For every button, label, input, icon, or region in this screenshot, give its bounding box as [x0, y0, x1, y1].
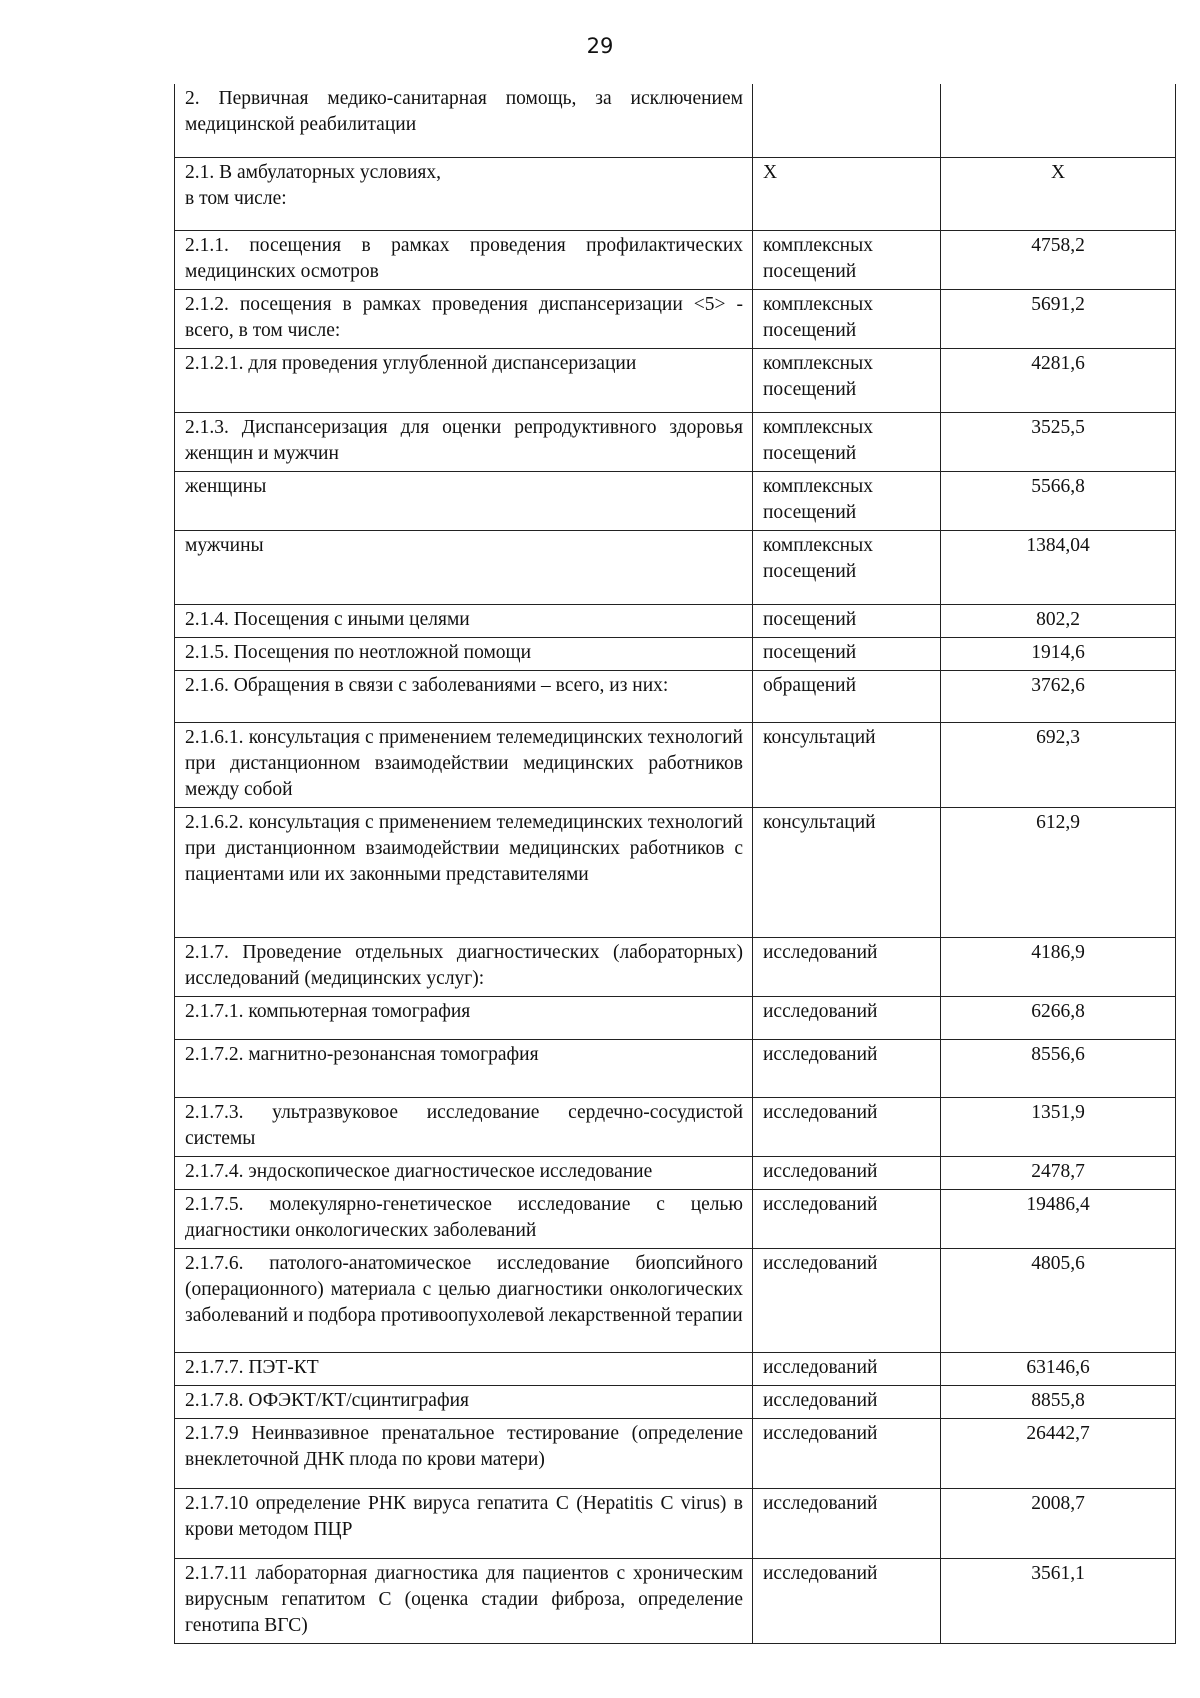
table-row — [175, 1039, 1176, 1097]
row-value: 8855,8 — [941, 1385, 1176, 1418]
table-row — [175, 471, 1176, 530]
row-name: 2.1.7.7. ПЭТ-КТ — [175, 1352, 753, 1385]
row-name: 2.1.2. посещения в рамках проведения диспансеризации <5> - всего, в том числе: — [175, 289, 753, 348]
services-table — [174, 84, 1176, 1644]
row-value: 1914,6 — [941, 637, 1176, 670]
row-value: 8556,6 — [941, 1039, 1176, 1097]
row-value: 4805,6 — [941, 1248, 1176, 1352]
table-row — [175, 1248, 1176, 1352]
row-name: 2. Первичная медико-санитарная помощь, за исключением медицинской реабилитации — [175, 84, 753, 157]
row-name: 2.1.7.3. ультразвуковое исследование сердечно-сосудистой системы — [175, 1097, 753, 1156]
row-value: 4186,9 — [941, 937, 1176, 996]
row-value: 4758,2 — [941, 230, 1176, 289]
row-unit: исследований — [753, 1418, 941, 1488]
table-row — [175, 1156, 1176, 1189]
row-unit: исследований — [753, 1248, 941, 1352]
table-row — [175, 1385, 1176, 1418]
row-name: 2.1.2.1. для проведения углубленной диспансеризации — [175, 348, 753, 412]
row-value: 5566,8 — [941, 471, 1176, 530]
table-row — [175, 637, 1176, 670]
row-unit: комплексных посещений — [753, 348, 941, 412]
row-name: 2.1.1. посещения в рамках проведения профилактических медицинских осмотров — [175, 230, 753, 289]
row-name: женщины — [175, 471, 753, 530]
row-unit: исследований — [753, 1189, 941, 1248]
row-unit: комплексных посещений — [753, 530, 941, 604]
row-value — [941, 84, 1176, 157]
row-name: 2.1.7.1. компьютерная томография — [175, 996, 753, 1039]
table-row — [175, 996, 1176, 1039]
row-value: 1351,9 — [941, 1097, 1176, 1156]
table-row — [175, 230, 1176, 289]
table-row — [175, 1418, 1176, 1488]
row-name: 2.1. В амбулаторных условиях, в том числе: — [175, 157, 753, 230]
row-unit: посещений — [753, 637, 941, 670]
table-row — [175, 670, 1176, 722]
row-unit: исследований — [753, 996, 941, 1039]
row-value: 26442,7 — [941, 1418, 1176, 1488]
row-value: 692,3 — [941, 722, 1176, 807]
row-unit: комплексных посещений — [753, 230, 941, 289]
row-name: 2.1.6.2. консультация с применением телемедицинских технологий при дистанционном взаимодействии медицинских работников с пациентами или их законными представителями — [175, 807, 753, 937]
row-value: 2478,7 — [941, 1156, 1176, 1189]
row-unit: консультаций — [753, 807, 941, 937]
row-value: 6266,8 — [941, 996, 1176, 1039]
row-value: 4281,6 — [941, 348, 1176, 412]
row-name: 2.1.6.1. консультация с применением телемедицинских технологий при дистанционном взаимодействии медицинских работников между собой — [175, 722, 753, 807]
row-name: мужчины — [175, 530, 753, 604]
table-row — [175, 1097, 1176, 1156]
table-row — [175, 807, 1176, 937]
row-name: 2.1.7.6. патолого-анатомическое исследование биопсийного (операционного) материала с целью диагностики онкологических заболеваний и подбора противоопухолевой лекарственной терапии — [175, 1248, 753, 1352]
row-unit: исследований — [753, 1558, 941, 1643]
row-value: 3762,6 — [941, 670, 1176, 722]
row-unit: исследований — [753, 1352, 941, 1385]
row-value: X — [941, 157, 1176, 230]
table-row — [175, 722, 1176, 807]
row-unit: исследований — [753, 1039, 941, 1097]
row-unit: комплексных посещений — [753, 412, 941, 471]
row-unit: исследований — [753, 1488, 941, 1558]
row-unit: исследований — [753, 937, 941, 996]
row-unit: обращений — [753, 670, 941, 722]
table-row — [175, 937, 1176, 996]
row-value: 1384,04 — [941, 530, 1176, 604]
row-name: 2.1.7. Проведение отдельных диагностических (лабораторных) исследований (медицинских услуг): — [175, 937, 753, 996]
table-row — [175, 1488, 1176, 1558]
row-unit: исследований — [753, 1385, 941, 1418]
row-value: 63146,6 — [941, 1352, 1176, 1385]
row-name: 2.1.7.11 лабораторная диагностика для пациентов с хроническим вирусным гепатитом С (оценка стадии фиброза, определение генотипа ВГС) — [175, 1558, 753, 1643]
row-value: 2008,7 — [941, 1488, 1176, 1558]
row-unit — [753, 84, 941, 157]
table-row — [175, 348, 1176, 412]
table-row — [175, 1352, 1176, 1385]
table-row — [175, 604, 1176, 637]
row-value: 3525,5 — [941, 412, 1176, 471]
row-value: 5691,2 — [941, 289, 1176, 348]
row-unit: посещений — [753, 604, 941, 637]
table-row — [175, 530, 1176, 604]
row-unit: комплексных посещений — [753, 289, 941, 348]
row-unit: исследований — [753, 1156, 941, 1189]
table-row — [175, 289, 1176, 348]
table-row — [175, 1189, 1176, 1248]
row-name: 2.1.4. Посещения с иными целями — [175, 604, 753, 637]
row-name: 2.1.6. Обращения в связи с заболеваниями – всего, из них: — [175, 670, 753, 722]
table-row — [175, 84, 1176, 157]
row-name: 2.1.7.9 Неинвазивное пренатальное тестирование (определение внеклеточной ДНК плода по крови матери) — [175, 1418, 753, 1488]
table-row — [175, 1558, 1176, 1643]
row-value: 612,9 — [941, 807, 1176, 937]
page-number: 29 — [586, 34, 614, 58]
table-row — [175, 412, 1176, 471]
row-unit: X — [753, 157, 941, 230]
row-name: 2.1.3. Диспансеризация для оценки репродуктивного здоровья женщин и мужчин — [175, 412, 753, 471]
row-value: 3561,1 — [941, 1558, 1176, 1643]
row-name: 2.1.7.10 определение РНК вируса гепатита С (Hepatitis C virus) в крови методом ПЦР — [175, 1488, 753, 1558]
row-value: 802,2 — [941, 604, 1176, 637]
row-value: 19486,4 — [941, 1189, 1176, 1248]
row-name: 2.1.7.5. молекулярно-генетическое исследование с целью диагностики онкологических заболеваний — [175, 1189, 753, 1248]
row-name: 2.1.5. Посещения по неотложной помощи — [175, 637, 753, 670]
row-name: 2.1.7.2. магнитно-резонансная томография — [175, 1039, 753, 1097]
row-name: 2.1.7.4. эндоскопическое диагностическое исследование — [175, 1156, 753, 1189]
row-unit: исследований — [753, 1097, 941, 1156]
row-unit: комплексных посещений — [753, 471, 941, 530]
row-name: 2.1.7.8. ОФЭКТ/КТ/сцинтиграфия — [175, 1385, 753, 1418]
row-unit: консультаций — [753, 722, 941, 807]
table-row — [175, 157, 1176, 230]
